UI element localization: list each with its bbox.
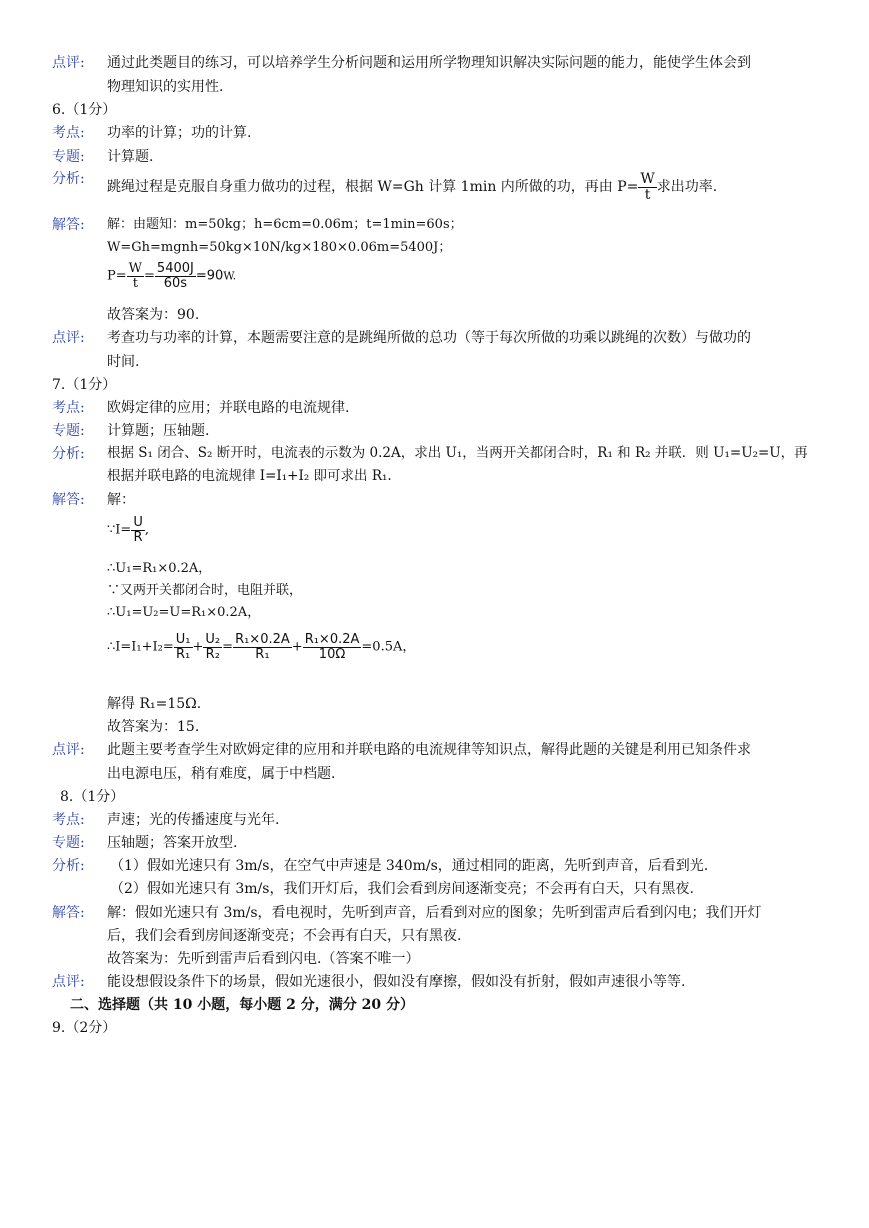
fraction-numerator: W (640, 171, 655, 187)
q6-power-formula (107, 262, 236, 290)
formula-fraction-w-t (127, 262, 144, 290)
formula-equals: = (222, 639, 234, 655)
q7-step6: 解得 R₁=15Ω. (107, 696, 202, 712)
label-fenxi: 分析: (52, 446, 85, 462)
q8-header: 8.（1分） (60, 789, 125, 805)
fraction-numerator: U₂ (205, 632, 221, 647)
q7-step5 (107, 633, 415, 661)
q6-solution-line1: 解：由题知：m=50kg；h=6cm=0.06m；t=1min=60s； (107, 217, 463, 232)
formula-fraction-5400-60 (155, 262, 196, 290)
fraction-numerator: 5400J (156, 261, 194, 276)
fraction-denominator: 60s (163, 275, 188, 291)
q5-comment-line1: 通过此类题目的练习，可以培养学生分析问题和运用所学物理知识解决实际问题的能力，能使学生体会到 (107, 55, 751, 71)
label-comment: 点评: (52, 55, 85, 71)
q8-solution-line1: 解：假如光速只有 3m/s，看电视时，先听到声音，后看到对应的图象；先听到雷声后看到闪电；我们开灯 (107, 905, 762, 921)
q8-analysis-line2: （2）假如光速只有 3m/s，我们开灯后，我们会看到房间逐渐变亮；不会再有白天，只有黑夜. (110, 881, 694, 897)
label-comment: 点评: (52, 330, 85, 346)
q6-comment-line2: 时间. (107, 354, 140, 370)
formula-text: P= (107, 268, 127, 284)
label-comment: 点评: (52, 742, 85, 758)
q8-solution-line2: 后，我们会看到房间逐渐变亮；不会再有白天，只有黑夜. (107, 928, 462, 944)
label-zhuanti: 专题: (52, 423, 85, 439)
fraction-denominator: R₁ (255, 646, 270, 662)
fraction-r1x02-10ohm (303, 633, 362, 661)
q6-analysis-text-a: 跳绳过程是克服自身重力做功的过程，根据 W=Gh 计算 1min 内所做的功，再由 P= (107, 179, 639, 196)
formula-text: ∵I= (107, 522, 132, 538)
q7-kaodian: 欧姆定律的应用；并联电路的电流规律. (107, 400, 350, 416)
label-fenxi: 分析: (52, 171, 85, 187)
fraction-numerator: U₁ (175, 632, 191, 647)
formula-unit: W. (223, 269, 237, 283)
label-zhuanti: 专题: (52, 149, 85, 165)
q7-step1 (107, 516, 149, 544)
q6-kaodian: 功率的计算；功的计算. (107, 125, 252, 141)
formula-text: ∴I=I₁+I₂= (107, 639, 174, 655)
q6-solution-line2: W=Gh=mgnh=50kg×10N/kg×180×0.06m=5400J； (107, 240, 452, 255)
formula-plus: + (291, 639, 303, 655)
q8-zhuanti: 压轴题；答案开放型. (107, 835, 238, 851)
q6-comment-line1: 考查功与功率的计算，本题需要注意的是跳绳所做的总功（等于每次所做的功乘以跳绳的次数）与做功的 (107, 330, 751, 346)
label-kaodian: 考点: (52, 812, 85, 828)
q6-header: 6.（1分） (52, 102, 117, 118)
label-kaodian: 考点: (52, 400, 85, 416)
q7-step2: ∴U₁=R₁×0.2A， (107, 561, 212, 576)
label-comment: 点评: (52, 974, 85, 990)
label-fenxi: 分析: (52, 858, 85, 874)
label-jieda: 解答: (52, 217, 85, 233)
fraction-numerator: R₁×0.2A (304, 632, 360, 647)
q7-step3: ∵又两开关都闭合时，电阻并联， (107, 583, 303, 598)
q7-solution-start: 解： (107, 492, 135, 508)
q6-zhuanti: 计算题. (107, 149, 154, 165)
label-kaodian: 考点: (52, 125, 85, 141)
fraction-numerator: U (133, 515, 143, 530)
q7-step4: ∴U₁=U₂=U=R₁×0.2A， (107, 605, 261, 620)
q7-header: 7.（1分） (52, 377, 117, 393)
fraction-r1x02-r1 (233, 633, 292, 661)
fraction-numerator: W (128, 261, 143, 276)
formula-text: , (144, 522, 149, 538)
fraction-u1-r1 (174, 633, 193, 661)
label-jieda: 解答: (52, 492, 85, 508)
q7-comment-line2: 出电源电压，稍有难度，属于中档题. (107, 766, 336, 782)
q7-comment-line1: 此题主要考查学生对欧姆定律的应用和并联电路的电流规律等知识点，解得此题的关键是利用已知条件求 (107, 742, 751, 758)
q7-analysis-line1: 根据 S₁ 闭合、S₂ 断开时，电流表的示数为 0.2A，求出 U₁，当两开关都闭合时，R₁ 和 R₂ 并联．则 U₁=U₂=U，再 (107, 445, 808, 461)
q7-analysis-line2: 根据并联电路的电流规律 I=I₁+I₂ 即可求出 R₁. (107, 468, 392, 484)
section-heading: 二、选择题（共 10 小题，每小题 2 分，满分 20 分） (70, 997, 414, 1013)
fraction-u2-r2 (203, 633, 222, 661)
q8-answer: 故答案为：先听到雷声后看到闪电.（答案不唯一） (107, 951, 420, 967)
fraction-denominator: 10Ω (318, 646, 346, 662)
q8-kaodian: 声速；光的传播速度与光年. (107, 812, 280, 828)
formula-fraction-u-r (131, 516, 145, 544)
fraction-denominator: R₂ (205, 646, 220, 662)
fraction-numerator: R₁×0.2A (235, 632, 290, 647)
fraction-denominator: t (132, 275, 138, 291)
fraction-denominator: R (133, 529, 143, 545)
label-zhuanti: 专题: (52, 835, 85, 851)
q6-answer: 故答案为：90. (107, 307, 200, 323)
q8-comment: 能设想假设条件下的场景，假如光速很小，假如没有摩擦，假如没有折射，假如声速很小等等. (107, 974, 686, 990)
q7-answer: 故答案为：15. (107, 719, 200, 735)
fraction-denominator: R₁ (176, 646, 191, 662)
q6-analysis-text-b: 求出功率. (656, 179, 718, 196)
formula-equals: = (144, 268, 155, 284)
formula-plus: + (192, 639, 204, 655)
q9-header: 9.（2分） (52, 1020, 117, 1036)
q8-analysis-line1: （1）假如光速只有 3m/s，在空气中声速是 340m/s，通过相同的距离，先听到声音，后看到光. (110, 858, 709, 874)
formula-result: =0.5A， (361, 639, 416, 655)
formula-result: =90 (195, 268, 224, 284)
q6-analysis-fraction (638, 172, 656, 202)
label-jieda: 解答: (52, 905, 85, 921)
fraction-denominator: t (644, 186, 651, 203)
q6-analysis (107, 172, 717, 202)
q7-zhuanti: 计算题；压轴题. (107, 423, 210, 439)
q5-comment-line2: 物理知识的实用性. (107, 79, 224, 95)
